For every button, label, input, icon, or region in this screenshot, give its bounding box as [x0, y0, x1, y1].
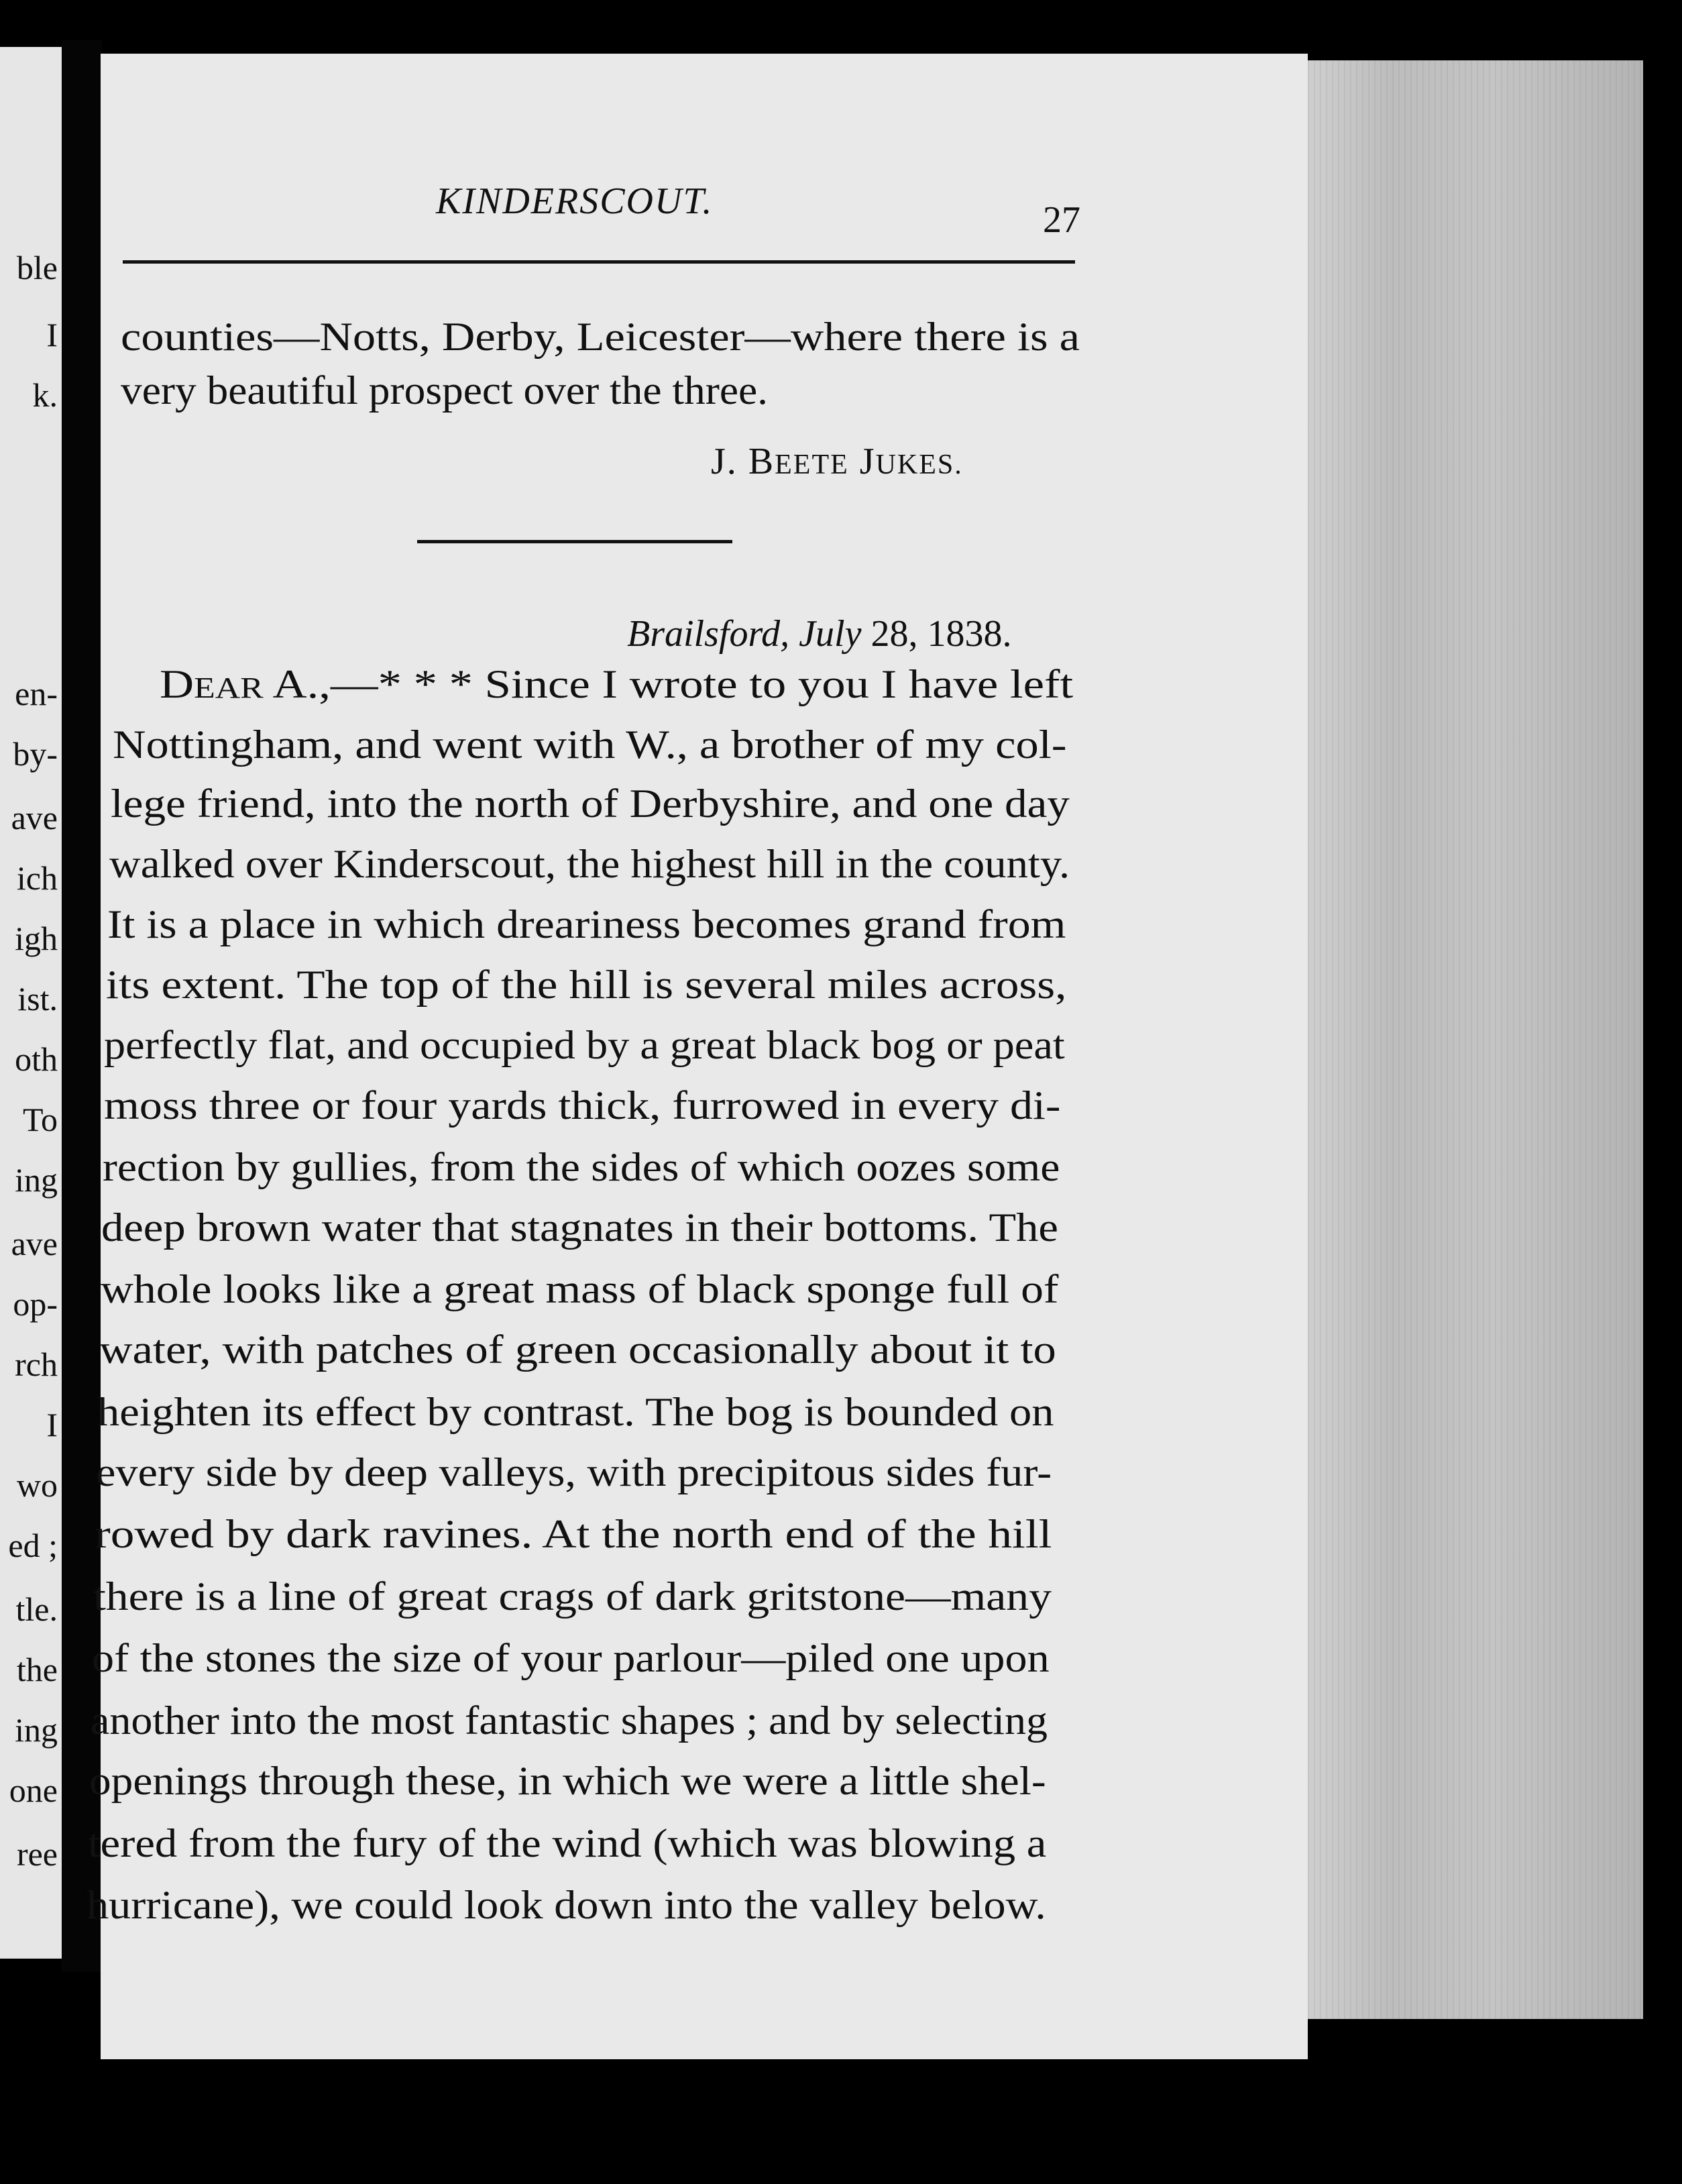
- text-line: another into the most fantastic shapes ; and by selecting: [91, 1698, 1048, 1743]
- text-line: every side by deep valleys, with precipitous sides fur-: [96, 1450, 1052, 1494]
- salutation-part: A.,—* * * Since I wrote to you I have left: [263, 662, 1074, 706]
- text-line: rection by gullies, from the sides of which oozes some: [103, 1145, 1060, 1189]
- left-page-fragment: To: [22, 1101, 58, 1138]
- salutation-line: [160, 664, 1073, 704]
- text-line: It is a place in which dreariness becomes grand from: [107, 902, 1066, 946]
- text-line: hurricane), we could look down into the valley below.: [87, 1883, 1046, 1927]
- left-page-fragment: one: [9, 1771, 58, 1809]
- dateline-place: Brailsford, July: [627, 613, 862, 655]
- left-page-fragment: igh: [15, 920, 58, 957]
- signature-part: J. B: [711, 441, 775, 482]
- signature: [711, 440, 963, 483]
- dateline: [627, 612, 1011, 655]
- left-page-fragment: ing: [15, 1161, 58, 1199]
- text-line: of the stones the size of your parlour—piled one upon: [92, 1636, 1050, 1680]
- left-page-fragment: oth: [15, 1040, 58, 1078]
- text-line: moss three or four yards thick, furrowed in every di-: [104, 1083, 1061, 1128]
- dateline-date: 28, 1838.: [861, 613, 1012, 655]
- header-rule: [123, 260, 1075, 264]
- text-line: Nottingham, and went with W., a brother of my col-: [113, 722, 1067, 767]
- text-line: very beautiful prospect over the three.: [121, 368, 768, 413]
- page-number: 27: [1043, 199, 1080, 241]
- left-page-fragment: k.: [32, 376, 58, 414]
- text-line: walked over Kinderscout, the highest hill in the county.: [109, 842, 1070, 886]
- text-line: perfectly flat, and occupied by a great black bog or peat: [104, 1023, 1065, 1067]
- left-page-fragment: op-: [13, 1285, 58, 1323]
- section-divider: [417, 540, 732, 543]
- text-line: openings through these, in which we were a little shel-: [89, 1759, 1046, 1803]
- previous-page-edge: [0, 47, 62, 1959]
- left-page-fragment: ave: [11, 799, 58, 836]
- text-line: tered from the fury of the wind (which was blowing a: [88, 1821, 1047, 1865]
- text-line: there is a line of great crags of dark gritstone—many: [93, 1574, 1052, 1619]
- left-page-fragment: tle.: [15, 1590, 58, 1628]
- signature-part: UKES.: [875, 449, 963, 480]
- text-line: whole looks like a great mass of black sponge full of: [101, 1267, 1059, 1311]
- running-head: KINDERSCOUT.: [436, 180, 714, 222]
- left-page-fragment: wo: [16, 1466, 58, 1504]
- text-line: counties—Notts, Derby, Leicester—where there is a: [121, 315, 1080, 359]
- signature-part: EETE: [775, 449, 849, 480]
- left-page-fragment: ist.: [17, 980, 58, 1018]
- text-line: water, with patches of green occasionally about it to: [99, 1327, 1056, 1372]
- left-page-fragment: I: [46, 316, 58, 353]
- salutation-part: D: [160, 662, 194, 706]
- left-page-fragment: ble: [16, 249, 58, 286]
- left-page-fragment: ed ;: [8, 1527, 58, 1564]
- text-line: deep brown water that stagnates in their bottoms. The: [101, 1205, 1058, 1250]
- page-block-edge: [1308, 60, 1643, 2019]
- left-page-fragment: rch: [15, 1346, 58, 1383]
- book-gutter: [62, 40, 102, 1972]
- text-line: its extent. The top of the hill is several miles across,: [106, 963, 1067, 1007]
- left-page-fragment: en-: [15, 675, 58, 712]
- signature-part: J: [848, 441, 876, 482]
- salutation-part: EAR: [194, 671, 264, 704]
- text-line: rowed by dark ravines. At the north end of the hill: [95, 1512, 1052, 1556]
- left-page-fragment: I: [46, 1406, 58, 1443]
- left-page-fragment: ree: [16, 1835, 58, 1873]
- text-line: lege friend, into the north of Derbyshire, and one day: [111, 781, 1070, 826]
- left-page-fragment: the: [16, 1651, 58, 1688]
- left-page-fragment: ave: [11, 1225, 58, 1262]
- left-page-fragment: ing: [15, 1711, 58, 1749]
- left-page-fragment: by-: [13, 735, 58, 773]
- left-page-fragment: ich: [16, 859, 58, 897]
- text-line: heighten its effect by contrast. The bog is bounded on: [97, 1390, 1054, 1434]
